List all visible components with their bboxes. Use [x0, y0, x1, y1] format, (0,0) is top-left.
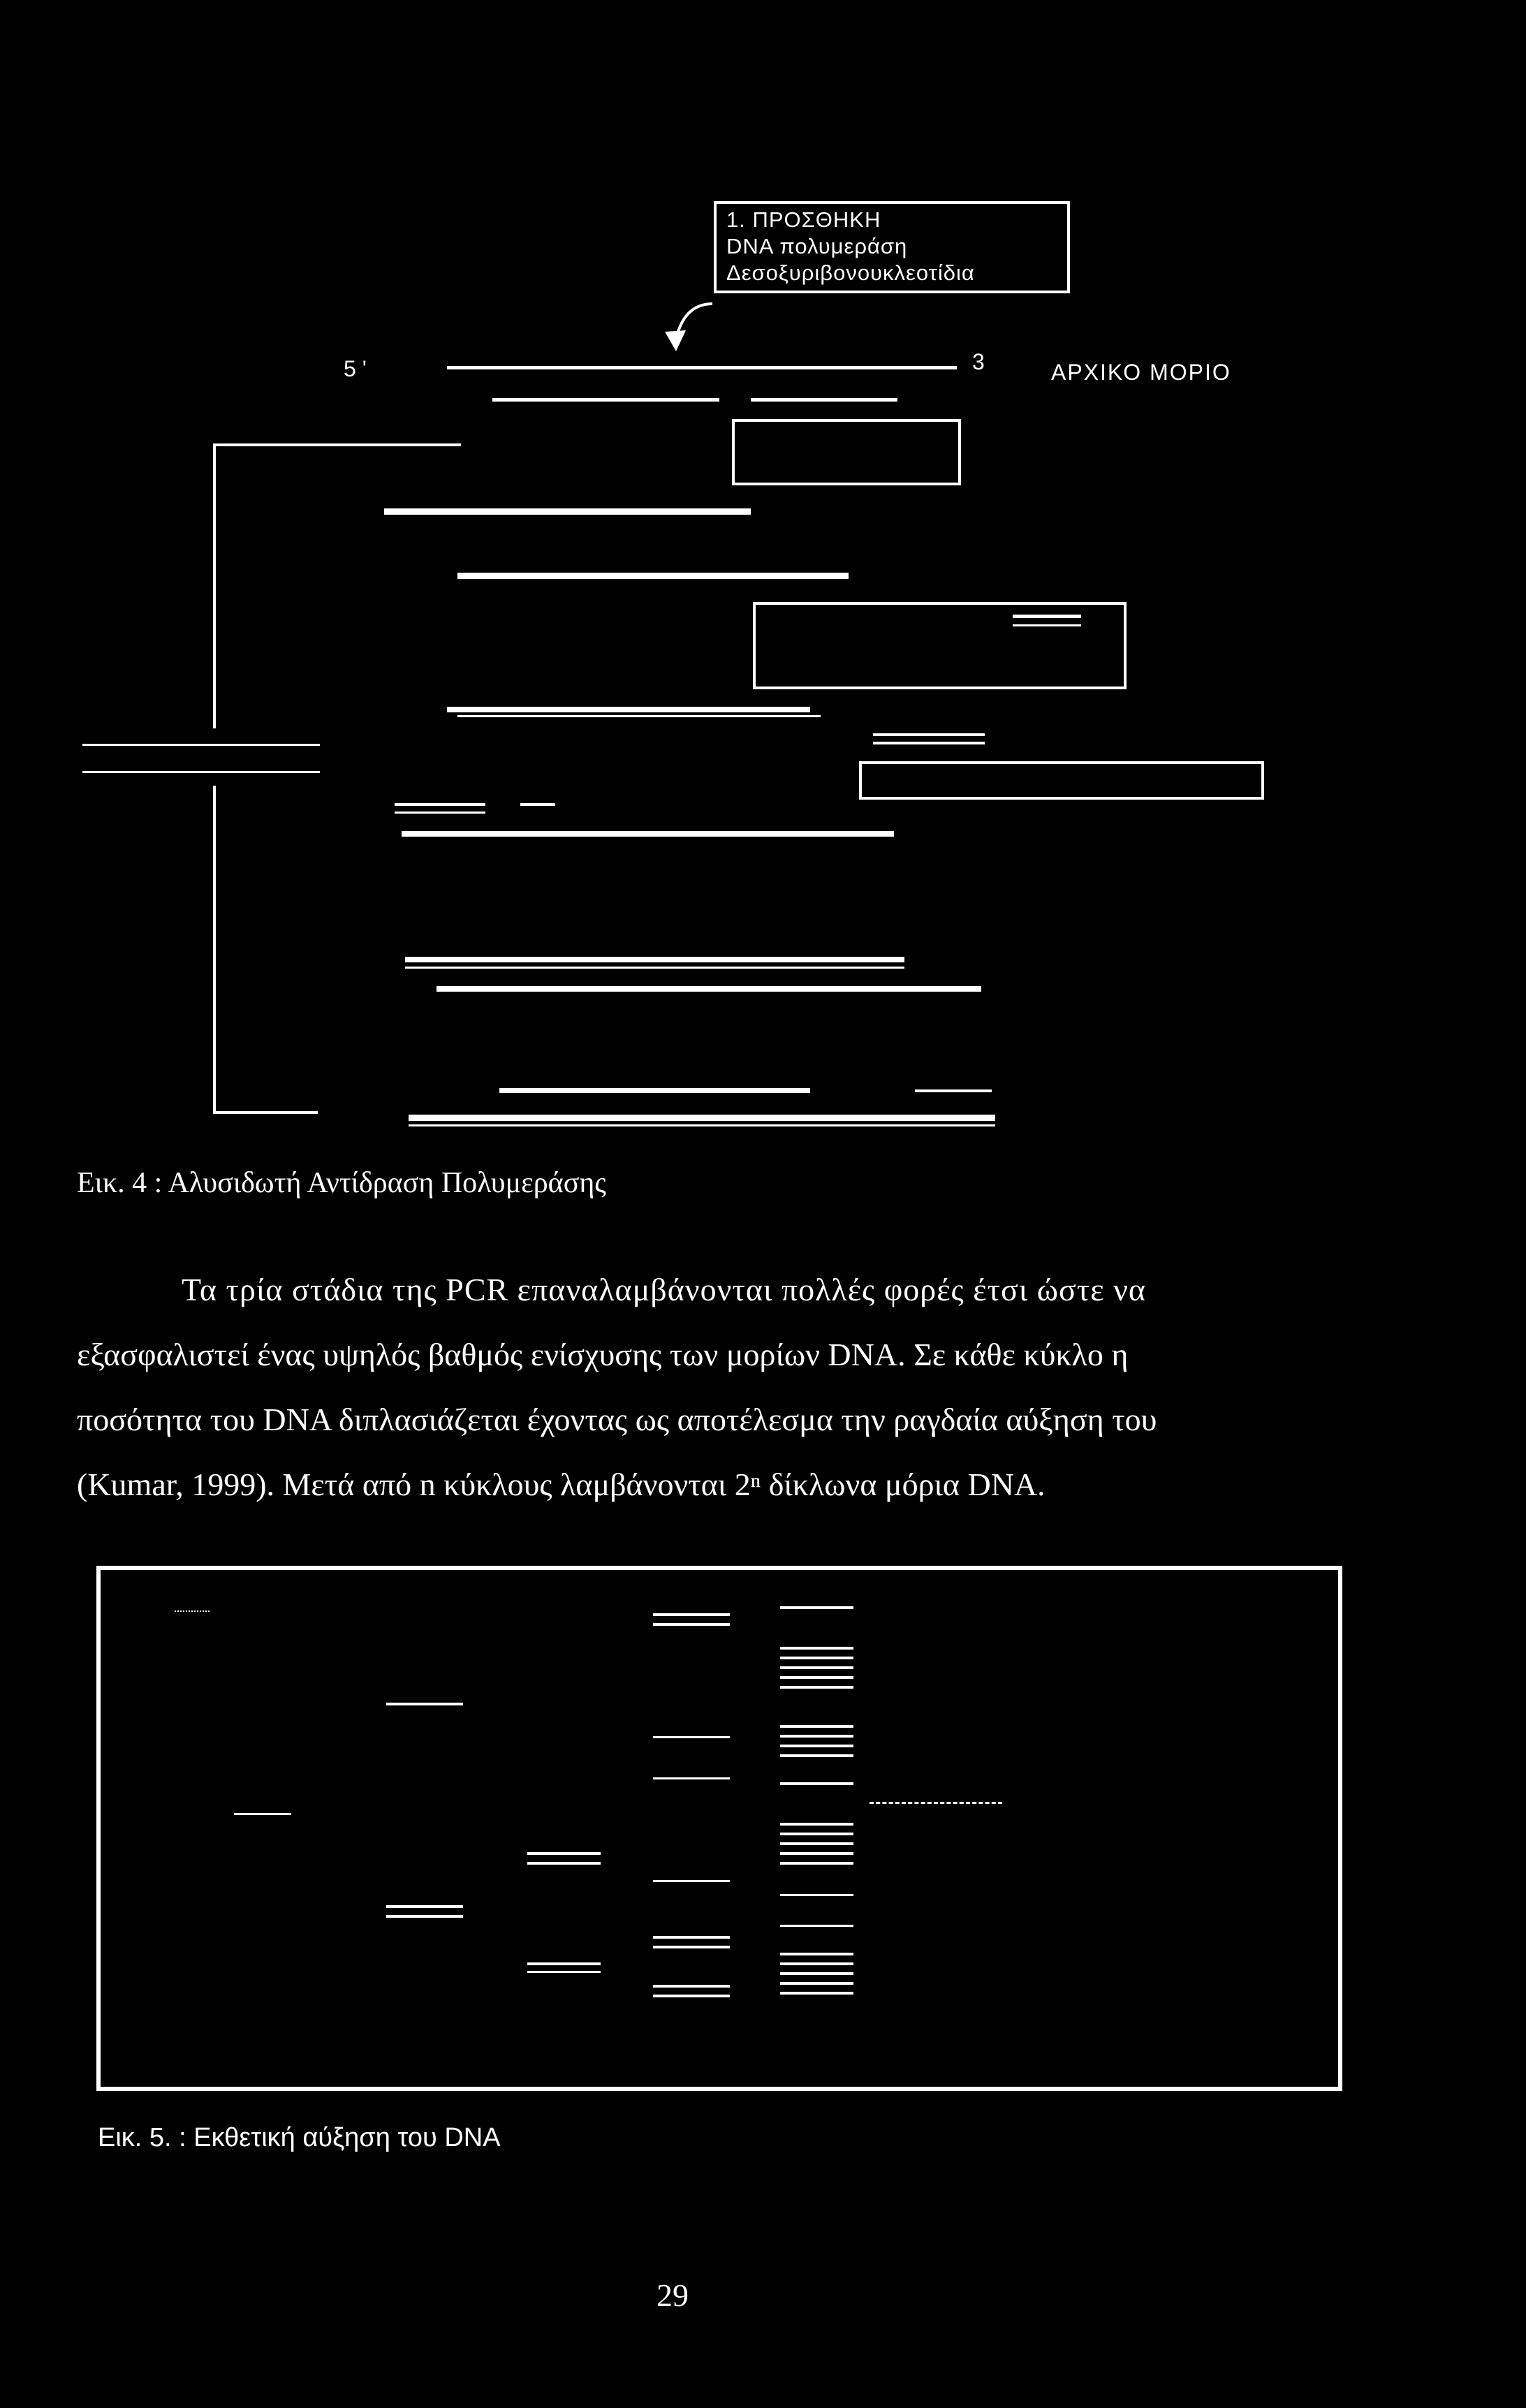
fig5-strand [780, 1894, 853, 1896]
cycle1-strand-a [384, 508, 751, 515]
cycle3-strand-a3 [395, 812, 485, 814]
bracket-vertical-upper [213, 443, 216, 728]
legend-box [714, 201, 1070, 293]
legend-polymerase-label: DNA πολυμεράση [726, 234, 908, 258]
fig5-strand [780, 1686, 853, 1689]
fig5-strand [780, 1647, 853, 1650]
cycle5-strand-b [915, 1089, 992, 1092]
break-line-bottom [82, 771, 320, 773]
cycle2-strand-a [447, 707, 810, 712]
fig5-corner-dots [175, 1610, 210, 1612]
fig5-strand [780, 1745, 853, 1747]
body-line-2: εξασφαλιστεί ένας υψηλός βαθμός ενίσχυσης των μορίων DNA. Σε κάθε κύκλο η [77, 1337, 1129, 1372]
fig5-strand [780, 1833, 853, 1835]
fig5-strand [780, 1725, 853, 1728]
body-paragraph [77, 1257, 1292, 1517]
fig5-strand [780, 1852, 853, 1855]
fig5-strand [527, 1852, 601, 1855]
body-line-3: ποσότητα του DNA διπλασιάζεται έχοντας ως αποτέλεσμα την ραγδαία αύξηση του [77, 1402, 1157, 1437]
body-line-1: Τα τρία στάδια της PCR επαναλαμβάνονται πολλές φορές έτσι ώστε να [182, 1272, 1147, 1307]
cycle4-strand-a [405, 957, 904, 962]
cycle1-short-b [1013, 624, 1081, 626]
fig5-strand [780, 1666, 853, 1669]
break-line-top [82, 744, 320, 746]
fig5-strand [386, 1703, 463, 1705]
fig5-strand [780, 1862, 853, 1865]
fig5-strand [780, 1735, 853, 1738]
cycle3-strand-a2 [520, 803, 555, 806]
fig5-strand [653, 1995, 730, 1997]
addition-arrow-icon [643, 297, 719, 360]
fig5-strand [653, 1946, 730, 1948]
fig5-strand [780, 1657, 853, 1659]
fig5-strand [780, 1925, 853, 1927]
fig5-strand [653, 1613, 730, 1616]
cycle4-strand-b [405, 967, 904, 969]
stage-box-3 [859, 761, 1264, 800]
original-strand-bottom-left [492, 398, 719, 402]
fig5-continuation-dashes [870, 1802, 1002, 1804]
fig5-strand [780, 1962, 853, 1965]
fig5-strand [527, 1962, 601, 1965]
original-strand-top [447, 366, 957, 369]
cycle2-strand-b [457, 715, 821, 717]
body-line-4: (Kumar, 1999). Μετά από n κύκλους λαμβάνονται 2ⁿ δίκλωνα μόρια DNA. [77, 1467, 1046, 1502]
cycle2-short-b [873, 742, 985, 744]
fig5-strand [780, 1606, 853, 1609]
cycle5-strand-a [499, 1088, 810, 1093]
label-5-prime: 5 ' [344, 356, 367, 381]
fig5-strand [780, 1982, 853, 1985]
original-molecule-label: ΑΡΧΙΚΟ ΜΟΡΙΟ [1051, 360, 1231, 385]
fig5-strand [780, 1754, 853, 1757]
legend-step-label: 1. ΠΡΟΣΘΗΚΗ [726, 207, 881, 232]
fig5-strand [780, 1972, 853, 1975]
cycle5-strand-d [409, 1124, 995, 1126]
bracket-bottom [213, 1111, 318, 1114]
cycle3-strand-a1 [395, 803, 485, 806]
fig5-strand [527, 1971, 601, 1973]
cycle2-short-a [873, 733, 985, 736]
fig5-strand [653, 1736, 730, 1738]
fig5-strand [780, 1992, 853, 1995]
fig5-strand [653, 1936, 730, 1939]
fig5-strand [780, 1842, 853, 1845]
fig5-strand [527, 1862, 601, 1865]
fig5-strand [780, 1823, 853, 1826]
cycle5-strand-c [409, 1115, 995, 1121]
figure-5-caption: Εικ. 5. : Εκθετική αύξηση του DNA [98, 2123, 501, 2152]
legend-nucleotides-label: Δεσοξυριβονουκλεοτίδια [726, 260, 975, 285]
fig5-strand [653, 1985, 730, 1988]
bracket-top [213, 443, 461, 446]
page-number: 29 [656, 2277, 689, 2313]
fig5-strand [780, 1782, 853, 1785]
cycle1-short-a [1013, 615, 1081, 618]
fig5-strand [780, 1676, 853, 1679]
original-strand-bottom-right [751, 398, 897, 402]
bracket-vertical-lower [213, 786, 216, 1114]
label-3-prime: 3 [972, 349, 985, 374]
figure-4-caption: Εικ. 4 : Αλυσιδωτή Αντίδραση Πολυμεράσης [77, 1167, 606, 1199]
cycle3-strand-b [402, 831, 894, 837]
cycle4-strand-c [436, 986, 981, 992]
fig5-strand [386, 1905, 463, 1908]
fig5-strand [653, 1777, 730, 1779]
fig5-strand [653, 1880, 730, 1882]
stage-box-1 [732, 419, 961, 485]
fig5-strand [234, 1813, 291, 1815]
fig5-strand [780, 1953, 853, 1955]
figure-5-frame [96, 1566, 1342, 2091]
fig5-strand [653, 1623, 730, 1626]
fig5-strand [386, 1915, 463, 1918]
cycle1-strand-b [457, 573, 849, 579]
